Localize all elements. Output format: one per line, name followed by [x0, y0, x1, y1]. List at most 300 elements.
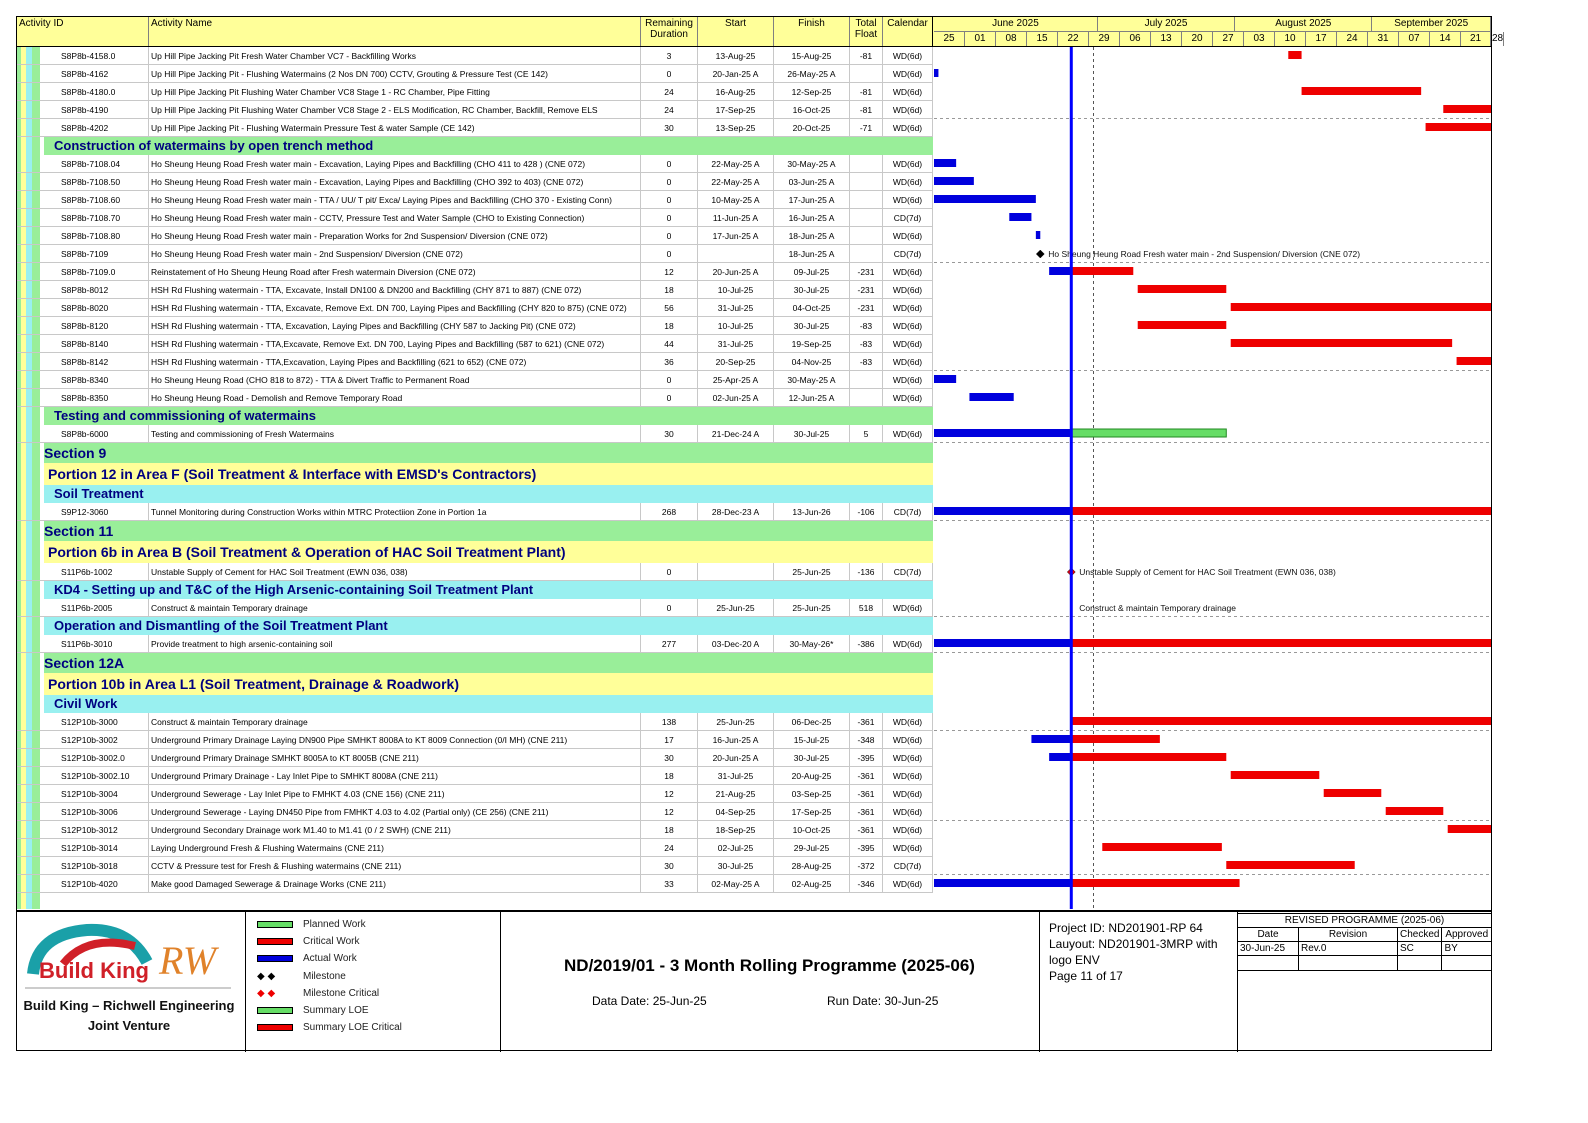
gantt-bar-critical: [1138, 321, 1227, 329]
cell-name: Ho Sheung Heung Road - Demolish and Remove Temporary Road: [149, 389, 641, 406]
cell-float: [850, 245, 883, 262]
wbs-group-level2[interactable]: Portion 6b in Area B (Soil Treatment & Operation of HAC Soil Treatment Plant): [44, 541, 933, 563]
gantt-bar-critical: [1071, 507, 1491, 515]
wbs-group-level1[interactable]: Section 9: [44, 443, 933, 463]
cell-id: S12P10b-3002: [43, 731, 149, 748]
wbs-group-level3[interactable]: Construction of watermains by open trench method: [44, 137, 933, 155]
activity-row[interactable]: [17, 749, 933, 767]
cell-id: S8P8b-8142: [43, 353, 149, 370]
activity-row[interactable]: [17, 155, 933, 173]
col-header-activity-name[interactable]: Activity Name: [149, 17, 641, 46]
timeline-month-label: September 2025: [1372, 17, 1491, 31]
cell-float: 5: [850, 425, 883, 442]
gantt-bar-actual: [934, 879, 1071, 887]
project-info-box: [1039, 912, 1238, 1052]
cell-start: 30-Jul-25: [698, 857, 774, 874]
cell-finish: 04-Nov-25: [774, 353, 850, 370]
cell-finish: 15-Aug-25: [774, 47, 850, 64]
gantt-bar-actual: [934, 69, 938, 77]
timeline-months: [934, 17, 1491, 32]
cell-dur: 277: [641, 635, 698, 652]
cell-cal: CD(7d): [883, 245, 933, 262]
cell-id: S8P8b-7108.70: [43, 209, 149, 226]
cell-finish: 19-Sep-25: [774, 335, 850, 352]
activity-row[interactable]: [17, 227, 933, 245]
page-number-text: Page 11 of 17: [1049, 969, 1123, 983]
revision-col-approved: Approved: [1442, 928, 1492, 942]
activity-row[interactable]: [17, 599, 933, 617]
cell-dur: 0: [641, 173, 698, 190]
cell-float: -361: [850, 785, 883, 802]
cell-float: -136: [850, 563, 883, 580]
activity-row[interactable]: [17, 371, 933, 389]
legend-item: [257, 919, 457, 931]
cell-name: Reinstatement of Ho Sheung Heung Road after Fresh watermain Diversion (CNE 072): [149, 263, 641, 280]
timeline-week-label: 24: [1337, 32, 1368, 46]
col-header-total-float[interactable]: Total Float: [850, 17, 883, 46]
revision-heading: REVISED PROGRAMME (2025-06): [1238, 914, 1492, 928]
cell-cal: WD(6d): [883, 599, 933, 616]
cell-id: S12P10b-3012: [43, 821, 149, 838]
cell-start: 18-Sep-25: [698, 821, 774, 838]
cell-cal: WD(6d): [883, 425, 933, 442]
cell-finish: 30-May-25 A: [774, 155, 850, 172]
revision-col-date: Date: [1238, 928, 1299, 942]
timeline-week-label: 22: [1058, 32, 1089, 46]
cell-dur: 0: [641, 563, 698, 580]
cell-cal: WD(6d): [883, 227, 933, 244]
cell-start: 28-Dec-23 A: [698, 503, 774, 520]
activity-row[interactable]: [17, 857, 933, 875]
cell-start: 17-Sep-25: [698, 101, 774, 118]
timeline-week-label: 25: [934, 32, 965, 46]
cell-start: 13-Aug-25: [698, 47, 774, 64]
gantt-bar-critical: [1071, 717, 1491, 725]
legend-item: [257, 971, 457, 983]
cell-cal: WD(6d): [883, 713, 933, 730]
activity-row[interactable]: [17, 425, 933, 443]
cell-cal: WD(6d): [883, 353, 933, 370]
layout-text: Lauyout: ND201901-3MRP with logo ENV: [1049, 937, 1218, 967]
logo-caption-line1: Build King – Richwell Engineering: [23, 998, 235, 1013]
cell-finish: 12-Jun-25 A: [774, 389, 850, 406]
timeline-month-label: July 2025: [1098, 17, 1235, 31]
cell-float: -361: [850, 713, 883, 730]
legend-item: [257, 1005, 457, 1017]
cell-float: 518: [850, 599, 883, 616]
wbs-group-level1[interactable]: Section 12A: [44, 653, 933, 673]
cell-name: Up Hill Pipe Jacking Pit Flushing Water Chamber VC8 Stage 1 - RC Chamber, Pipe Fitting: [149, 83, 641, 100]
gantt-bar-critical: [1426, 123, 1491, 131]
activity-row[interactable]: [17, 785, 933, 803]
gantt-bar-critical: [1302, 87, 1422, 95]
activity-row[interactable]: [17, 65, 933, 83]
cell-name: Testing and commissioning of Fresh Watermains: [149, 425, 641, 442]
revision-cell: [1442, 956, 1492, 971]
cell-start: 04-Sep-25: [698, 803, 774, 820]
cell-cal: WD(6d): [883, 785, 933, 802]
cell-float: -81: [850, 101, 883, 118]
cell-float: -231: [850, 263, 883, 280]
cell-start: [698, 563, 774, 580]
gantt-bar-critical: [1226, 861, 1354, 869]
legend-item: [257, 936, 457, 948]
cell-dur: 268: [641, 503, 698, 520]
cell-finish: 29-Jul-25: [774, 839, 850, 856]
cell-name: Underground Primary Drainage Laying DN900 Pipe SMHKT 8008A to KT 8009 Connection (0/I MH) (CNE 211): [149, 731, 641, 748]
cell-name: Provide treatment to high arsenic-containing soil: [149, 635, 641, 652]
cell-id: S8P8b-7109: [43, 245, 149, 262]
legend-swatch: [257, 938, 293, 945]
cell-start: 02-Jul-25: [698, 839, 774, 856]
cell-start: 21-Aug-25: [698, 785, 774, 802]
cell-finish: 06-Dec-25: [774, 713, 850, 730]
cell-cal: WD(6d): [883, 839, 933, 856]
cell-id: S8P8b-8020: [43, 299, 149, 316]
cell-name: Up Hill Pipe Jacking Pit - Flushing Watermain Pressure Test & water Sample (CE 142): [149, 119, 641, 136]
cell-dur: 0: [641, 389, 698, 406]
activity-row[interactable]: [17, 731, 933, 749]
cell-start: 10-Jul-25: [698, 281, 774, 298]
cell-finish: 25-Jun-25: [774, 563, 850, 580]
cell-start: 10-Jul-25: [698, 317, 774, 334]
timeline-week-label: 10: [1275, 32, 1306, 46]
activity-row[interactable]: [17, 209, 933, 227]
col-header-activity-id[interactable]: Activity ID: [17, 17, 149, 46]
cell-dur: 12: [641, 803, 698, 820]
cell-id: S8P8b-7108.50: [43, 173, 149, 190]
cell-float: [850, 191, 883, 208]
legend-label: Milestone: [303, 970, 346, 982]
cell-start: 31-Jul-25: [698, 299, 774, 316]
gantt-bar-critical: [1324, 789, 1382, 797]
cell-id: S11P6b-3010: [43, 635, 149, 652]
legend-label: Actual Work: [303, 953, 357, 965]
timeline-week-label: 01: [965, 32, 996, 46]
cell-start: 20-Jun-25 A: [698, 263, 774, 280]
cell-finish: 17-Jun-25 A: [774, 191, 850, 208]
cell-float: -386: [850, 635, 883, 652]
cell-finish: 15-Jul-25: [774, 731, 850, 748]
cell-start: 20-Sep-25: [698, 353, 774, 370]
activity-row[interactable]: [17, 353, 933, 371]
cell-id: S12P10b-3002.0: [43, 749, 149, 766]
cell-id: S9P12-3060: [43, 503, 149, 520]
timeline-week-label: 15: [1027, 32, 1058, 46]
cell-finish: 30-May-26*: [774, 635, 850, 652]
cell-name: Tunnel Monitoring during Construction Works within MTRC Protectiion Zone in Portion 1a: [149, 503, 641, 520]
col-header-finish[interactable]: Finish: [774, 17, 850, 46]
gantt-bar-critical: [1386, 807, 1444, 815]
cell-float: -71: [850, 119, 883, 136]
legend-item: [257, 953, 457, 965]
cell-float: [850, 371, 883, 388]
wbs-group-level2[interactable]: Portion 12 in Area F (Soil Treatment & Interface with EMSD's Contractors): [44, 463, 933, 485]
cell-finish: 17-Sep-25: [774, 803, 850, 820]
legend-milestone-icon: ◆ ◆: [257, 970, 276, 982]
programme-title: ND/2019/01 - 3 Month Rolling Programme (2025-06): [564, 956, 975, 975]
cell-finish: 03-Sep-25: [774, 785, 850, 802]
activity-row[interactable]: [17, 713, 933, 731]
gantt-bar-critical: [1231, 303, 1491, 311]
activity-row[interactable]: [17, 119, 933, 137]
cell-start: 22-May-25 A: [698, 173, 774, 190]
gantt-bar-critical: [1231, 339, 1452, 347]
cell-id: S11P6b-1002: [43, 563, 149, 580]
cell-dur: 12: [641, 263, 698, 280]
cell-name: Ho Sheung Heung Road Fresh water main - Excavation, Laying Pipes and Backfilling (CHO 392 to 403) (CNE 072): [149, 173, 641, 190]
cell-id: S12P10b-3002.10: [43, 767, 149, 784]
cell-name: Underground Primary Drainage SMHKT 8005A to KT 8005B (CNE 211): [149, 749, 641, 766]
cell-start: 31-Jul-25: [698, 335, 774, 352]
cell-cal: WD(6d): [883, 155, 933, 172]
cell-dur: 12: [641, 785, 698, 802]
timeline-month-label: August 2025: [1235, 17, 1372, 31]
cell-cal: WD(6d): [883, 371, 933, 388]
gantt-bar-critical: [1457, 357, 1491, 365]
cell-name: Ho Sheung Heung Road Fresh water main - TTA / UU/ T pit/ Exca/ Laying Pipes and Backfilling (CHO 370 - Existing Conn): [149, 191, 641, 208]
cell-name: Up Hill Pipe Jacking Pit Flushing Water Chamber VC8 Stage 2 - ELS Modification, RC Chamber, Backfill, Remove ELS: [149, 101, 641, 118]
cell-dur: 18: [641, 767, 698, 784]
cell-finish: 30-Jul-25: [774, 317, 850, 334]
cell-finish: 02-Aug-25: [774, 875, 850, 892]
cell-finish: 12-Sep-25: [774, 83, 850, 100]
cell-float: -83: [850, 353, 883, 370]
cell-id: S8P8b-7108.04: [43, 155, 149, 172]
cell-float: [850, 227, 883, 244]
activity-row[interactable]: [17, 281, 933, 299]
project-id-text: Project ID: ND201901-RP 64: [1049, 921, 1203, 935]
cell-dur: 3: [641, 47, 698, 64]
cell-id: S12P10b-3018: [43, 857, 149, 874]
cell-cal: WD(6d): [883, 635, 933, 652]
activity-row[interactable]: [17, 389, 933, 407]
run-date-text: Run Date: 30-Jun-25: [827, 994, 939, 1008]
gantt-bar-actual: [1031, 735, 1071, 743]
gantt-bar-actual: [934, 507, 1071, 515]
cell-float: -231: [850, 281, 883, 298]
cell-id: S11P6b-2005: [43, 599, 149, 616]
cell-dur: 0: [641, 191, 698, 208]
timeline-week-label: 13: [1151, 32, 1182, 46]
activity-row[interactable]: [17, 821, 933, 839]
cell-finish: 03-Jun-25 A: [774, 173, 850, 190]
cell-dur: 24: [641, 83, 698, 100]
gantt-bar-critical: [1071, 735, 1160, 743]
cell-dur: 30: [641, 119, 698, 136]
gantt-bar-critical: [1102, 843, 1222, 851]
gantt-bar-actual: [934, 177, 974, 185]
cell-float: -83: [850, 335, 883, 352]
cell-dur: 56: [641, 299, 698, 316]
gantt-bar-actual: [934, 195, 1036, 203]
activity-row[interactable]: [17, 803, 933, 821]
timeline-week-label: 20: [1182, 32, 1213, 46]
cell-name: Underground Sewerage - Laying DN450 Pipe from FMHKT 4.03 to 4.02 (Partial only) (CE 256) (CNE 211): [149, 803, 641, 820]
cell-cal: WD(6d): [883, 83, 933, 100]
timeline-month-label: June 2025: [934, 17, 1098, 31]
timeline-week-label: 14: [1430, 32, 1461, 46]
cell-float: -348: [850, 731, 883, 748]
cell-dur: 18: [641, 281, 698, 298]
cell-name: Make good Damaged Sewerage & Drainage Works (CNE 211): [149, 875, 641, 892]
wbs-group-level1[interactable]: Section 11: [44, 521, 933, 541]
cell-dur: 0: [641, 227, 698, 244]
milestone-label: Ho Sheung Heung Road Fresh water main - 2nd Suspension/ Diversion (CNE 072): [1048, 249, 1361, 259]
activity-row[interactable]: [17, 101, 933, 119]
cell-finish: 04-Oct-25: [774, 299, 850, 316]
cell-finish: 25-Jun-25: [774, 599, 850, 616]
activity-row[interactable]: [17, 839, 933, 857]
timeline-week-label: 03: [1244, 32, 1275, 46]
cell-cal: WD(6d): [883, 281, 933, 298]
activity-row[interactable]: [17, 767, 933, 785]
cell-cal: CD(7d): [883, 857, 933, 874]
col-header-remaining-duration[interactable]: Remaining Duration: [641, 17, 698, 46]
cell-id: S8P8b-8350: [43, 389, 149, 406]
cell-float: [850, 173, 883, 190]
cell-name: Ho Sheung Heung Road Fresh water main - Excavation, Laying Pipes and Backfilling (CHO 411 to 428 ) (CNE 072): [149, 155, 641, 172]
cell-start: 25-Apr-25 A: [698, 371, 774, 388]
cell-name: HSH Rd Flushing watermain - TTA,Excavate, Remove Ext. DN 700, Laying Pipes and Backfilling (587 to 621) (CNE 072): [149, 335, 641, 352]
gantt-bar-actual: [934, 429, 1071, 437]
cell-dur: 18: [641, 821, 698, 838]
cell-finish: 30-May-25 A: [774, 371, 850, 388]
col-header-start[interactable]: Start: [698, 17, 774, 46]
activity-row[interactable]: [17, 335, 933, 353]
cell-id: S8P8b-8140: [43, 335, 149, 352]
legend-swatch: [257, 955, 293, 962]
cell-start: 16-Aug-25: [698, 83, 774, 100]
cell-float: -361: [850, 803, 883, 820]
cell-name: Up Hill Pipe Jacking Pit - Flushing Watermains (2 Nos DN 700) CCTV, Grouting & Pressure Test (CE 142): [149, 65, 641, 82]
gantt-bar-actual: [1049, 267, 1071, 275]
wbs-group-level3[interactable]: Soil Treatment: [44, 485, 933, 503]
cell-name: Ho Sheung Heung Road (CHO 818 to 872) - TTA & Divert Traffic to Permanent Road: [149, 371, 641, 388]
cell-cal: WD(6d): [883, 65, 933, 82]
cell-dur: 0: [641, 245, 698, 262]
cell-id: S8P8b-6000: [43, 425, 149, 442]
activity-row[interactable]: [17, 875, 933, 893]
cell-float: -81: [850, 47, 883, 64]
cell-dur: 18: [641, 317, 698, 334]
legend-swatch: [257, 1007, 293, 1014]
cell-float: -372: [850, 857, 883, 874]
wbs-group-level3[interactable]: Civil Work: [44, 695, 933, 713]
cell-float: -231: [850, 299, 883, 316]
wbs-group-level2[interactable]: Portion 10b in Area L1 (Soil Treatment, Drainage & Roadwork): [44, 673, 933, 695]
timeline-week-label: 27: [1213, 32, 1244, 46]
cell-start: 02-May-25 A: [698, 875, 774, 892]
cell-dur: 30: [641, 425, 698, 442]
cell-dur: 0: [641, 209, 698, 226]
cell-name: HSH Rd Flushing watermain - TTA,Excavation, Laying Pipes and Backfilling (621 to 652) (CNE 072): [149, 353, 641, 370]
gantt-bar-critical: [1443, 105, 1491, 113]
timeline-week-label: 31: [1368, 32, 1399, 46]
cell-cal: CD(7d): [883, 503, 933, 520]
cell-finish: 16-Oct-25: [774, 101, 850, 118]
legend-label: Planned Work: [303, 919, 366, 930]
cell-start: 22-May-25 A: [698, 155, 774, 172]
activity-row[interactable]: [17, 635, 933, 653]
cell-name: Underground Primary Drainage - Lay Inlet Pipe to SMHKT 8008A (CNE 211): [149, 767, 641, 784]
cell-name: Laying Underground Fresh & Flushing Watermains (CNE 211): [149, 839, 641, 856]
gantt-bar-critical: [1448, 825, 1491, 833]
cell-start: 20-Jan-25 A: [698, 65, 774, 82]
logo-box: [17, 912, 246, 1052]
cell-id: S12P10b-3006: [43, 803, 149, 820]
activity-row[interactable]: [17, 245, 933, 263]
cell-id: S12P10b-4020: [43, 875, 149, 892]
cell-float: [850, 65, 883, 82]
activity-row[interactable]: [17, 83, 933, 101]
legend-label: Critical Work: [303, 936, 360, 948]
activity-row[interactable]: [17, 299, 933, 317]
cell-name: Ho Sheung Heung Road Fresh water main - Preparation Works for 2nd Suspension/ Diversion (CNE 072): [149, 227, 641, 244]
cell-start: 03-Dec-20 A: [698, 635, 774, 652]
revision-cell: [1398, 956, 1442, 971]
cell-name: Ho Sheung Heung Road Fresh water main - 2nd Suspension/ Diversion (CNE 072): [149, 245, 641, 262]
cell-name: HSH Rd Flushing watermain - TTA, Excavate, Install DN100 & DN200 and Backfilling (CHY 871 to 887) (CNE 072): [149, 281, 641, 298]
milestone-label: Unstable Supply of Cement for HAC Soil Treatment (EWN 036, 038): [1079, 567, 1336, 577]
cell-cal: WD(6d): [883, 173, 933, 190]
col-header-calendar[interactable]: Calendar: [883, 17, 933, 46]
cell-cal: WD(6d): [883, 119, 933, 136]
cell-dur: 36: [641, 353, 698, 370]
gantt-bar-actual: [934, 159, 956, 167]
timeline-week-label: 08: [996, 32, 1027, 46]
wbs-group-level3[interactable]: Operation and Dismantling of the Soil Treatment Plant: [44, 617, 933, 635]
cell-dur: 138: [641, 713, 698, 730]
gantt-bar-actual: [934, 375, 956, 383]
revision-cell: 30-Jun-25: [1238, 942, 1299, 956]
activity-row[interactable]: [17, 317, 933, 335]
gantt-bar-actual: [934, 639, 1071, 647]
cell-start: 31-Jul-25: [698, 767, 774, 784]
gantt-bar-planned: [1071, 429, 1226, 437]
cell-id: S8P8b-4162: [43, 65, 149, 82]
gantt-bar-actual: [1049, 753, 1071, 761]
cell-start: 25-Jun-25: [698, 713, 774, 730]
activity-row[interactable]: [17, 503, 933, 521]
revision-cell: Rev.0: [1299, 942, 1398, 956]
cell-id: S8P8b-7108.60: [43, 191, 149, 208]
activity-row[interactable]: [17, 47, 933, 65]
cell-float: [850, 209, 883, 226]
cell-id: S8P8b-4190: [43, 101, 149, 118]
activity-row[interactable]: [17, 191, 933, 209]
cell-name: Ho Sheung Heung Road Fresh water main - CCTV, Pressure Test and Water Sample (CHO to Existing Connection): [149, 209, 641, 226]
activity-row[interactable]: [17, 263, 933, 281]
wbs-group-level3[interactable]: Testing and commissioning of watermains: [44, 407, 933, 425]
timeline-week-label: 21: [1461, 32, 1491, 46]
gantt-bar-critical: [1071, 879, 1239, 887]
cell-start: 21-Dec-24 A: [698, 425, 774, 442]
cell-cal: WD(6d): [883, 767, 933, 784]
cell-finish: 20-Aug-25: [774, 767, 850, 784]
wbs-group-level3[interactable]: KD4 - Setting up and T&C of the High Arsenic-containing Soil Treatment Plant: [44, 581, 933, 599]
cell-id: S12P10b-3014: [43, 839, 149, 856]
activity-row[interactable]: [17, 563, 933, 581]
cell-start: 25-Jun-25: [698, 599, 774, 616]
legend-item: [257, 1022, 457, 1034]
revision-cell: [1299, 956, 1398, 971]
cell-cal: WD(6d): [883, 389, 933, 406]
activity-row[interactable]: [17, 173, 933, 191]
milestone-icon: [1036, 250, 1044, 258]
milestone-label: Construct & maintain Temporary drainage: [1079, 603, 1236, 613]
cell-finish: 16-Jun-25 A: [774, 209, 850, 226]
